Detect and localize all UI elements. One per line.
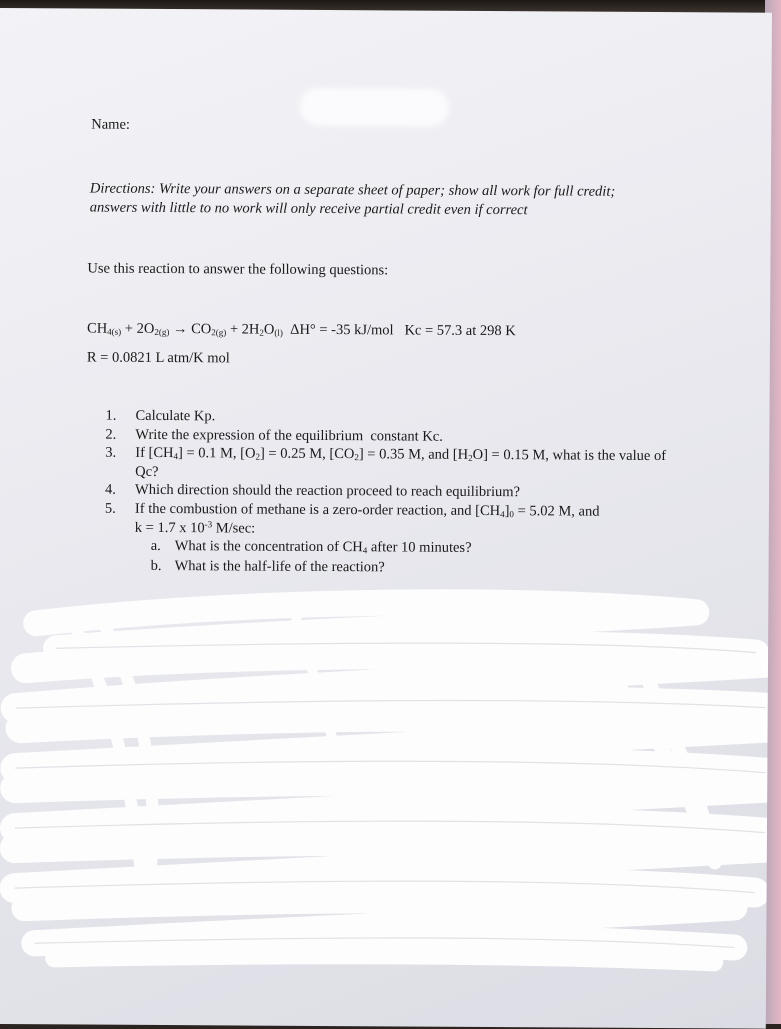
subscript: 2(g) [211, 327, 227, 338]
name-label: Name: [91, 116, 130, 133]
subquestion-letter: a. [150, 538, 161, 555]
subquestion-text: What is the half-life of the reaction? [174, 557, 385, 576]
question-text: O] = 0.15 M, what is the value of Qc? [135, 447, 667, 480]
question-text: If the combustion of methane is a zero-order reaction, and [CH [134, 500, 501, 520]
reaction-arrow: → [169, 321, 192, 338]
subscript: 2 [468, 453, 473, 464]
question-number: 1. [105, 407, 117, 424]
question-text: ] = 0.35 M, and [H [358, 446, 469, 464]
reactant-ch4: CH [86, 320, 108, 337]
reactant-o2: + 2O [121, 320, 155, 337]
subquestion-text: What is the concentration of CH [174, 538, 363, 556]
question-text: Which direction should the reaction proceed to reach equilibrium? [135, 482, 521, 501]
question-number: 3. [105, 444, 117, 461]
enthalpy-and-kc: ΔH° = -35 kJ/mol Kc = 57.3 at 298 K [282, 321, 516, 340]
subscript: 4(s) [107, 326, 122, 337]
question-text: = 5.02 M, and [513, 503, 600, 520]
subquestion-text: after 10 minutes? [367, 539, 472, 557]
subscript: (l) [274, 327, 283, 338]
question-number: 5. [104, 500, 116, 517]
worksheet-paper [0, 8, 772, 1029]
subscript: 2 [255, 451, 261, 462]
question-text: Calculate Kp. [135, 407, 216, 425]
question-text: M/sec: [212, 519, 256, 537]
question-text: ] [504, 503, 510, 520]
subscript: 2(g) [154, 326, 170, 338]
subscript: 0 [509, 509, 514, 520]
question-text: ] = 0.1 M, [O [178, 445, 256, 462]
question-text: ] = 0.25 M, [CO [259, 445, 355, 463]
question-text: k = 1.7 x 10 [134, 519, 205, 536]
question-text: Write the expression of the equilibrium constant Kc. [135, 426, 443, 445]
directions-line-2: answers with little to no work will only receive partial credit even if correct [89, 199, 528, 219]
product-co2: CO [191, 321, 212, 338]
subscript: 2 [259, 327, 264, 338]
subscript: 4 [173, 451, 179, 462]
question-number: 4. [105, 482, 116, 499]
superscript: -3 [204, 518, 213, 529]
directions-line-1: Directions: Write your answers on a separate sheet of paper; show all work for full credit; [89, 180, 616, 200]
question-number: 2. [105, 426, 117, 443]
subscript: 4 [362, 545, 368, 556]
subscript: 2 [354, 452, 359, 463]
gas-constant: R = 0.0821 L atm/K mol [86, 349, 230, 367]
product-h2o: + 2H [226, 321, 260, 338]
product-h2o-o: O [263, 321, 275, 338]
subscript: 4 [500, 509, 505, 520]
intro-text: Use this reaction to answer the following questions: [87, 260, 389, 279]
question-text: If [CH [135, 445, 174, 462]
redaction-scribble [0, 8, 772, 1029]
subquestion-letter: b. [150, 557, 162, 574]
